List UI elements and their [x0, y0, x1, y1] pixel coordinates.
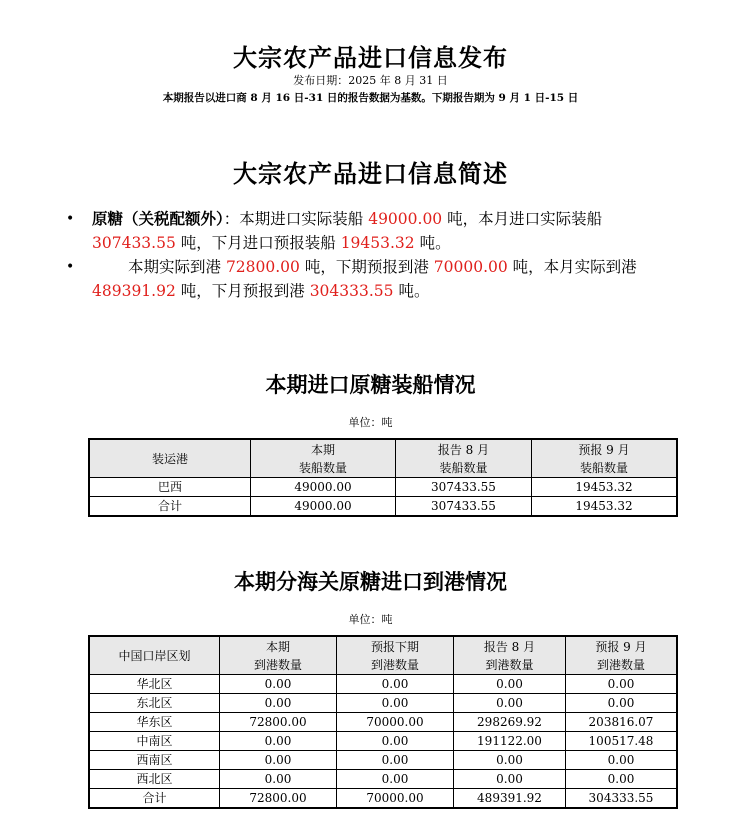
- table-row: [90, 675, 677, 694]
- summary-item-shipment: [66, 207, 706, 255]
- table-cell: 307433.55: [396, 478, 532, 497]
- header-cell: 中国口岸区划: [90, 637, 220, 675]
- summary-text: ：本期进口实际装船: [223, 210, 369, 228]
- table-cell: 307433.55: [396, 497, 532, 516]
- table-cell: 489391.92: [454, 789, 566, 808]
- table-cell: 0.00: [220, 732, 337, 751]
- table-cell: 0.00: [566, 675, 677, 694]
- table-row: [90, 751, 677, 770]
- bullet-icon: •: [66, 259, 75, 275]
- table-cell: 0.00: [220, 770, 337, 789]
- arrival-table: [89, 636, 677, 808]
- summary-text: 吨。: [393, 282, 430, 300]
- header-cell: 本期 到港数量: [220, 637, 337, 675]
- shipment-section-title: 本期进口原糖装船情况: [265, 372, 476, 397]
- summary-text: 吨，本月实际到港: [507, 258, 637, 276]
- summary-title: 大宗农产品进口信息简述: [233, 159, 508, 188]
- table-row: [90, 732, 677, 751]
- header-cell: 报告 8 月 到港数量: [454, 637, 566, 675]
- arrival-unit: 单位：吨: [348, 613, 393, 626]
- header-cell: 预报 9 月 装船数量: [532, 440, 677, 478]
- table-row: [90, 694, 677, 713]
- report-period-notice: 本期报告以进口商 8 月 16 日-31 日的报告数据为基数。下期报告期为 9 月 1 日-15 日: [162, 92, 579, 104]
- arrival-section-title: 本期分海关原糖进口到港情况: [234, 569, 507, 594]
- table-cell: 298269.92: [454, 713, 566, 732]
- table-cell: 191122.00: [454, 732, 566, 751]
- table-row: [90, 770, 677, 789]
- table-cell: 0.00: [337, 694, 454, 713]
- table-cell: 巴西: [90, 478, 251, 497]
- table-row: [90, 478, 677, 497]
- table-cell: 49000.00: [251, 478, 396, 497]
- table-cell: 72800.00: [220, 713, 337, 732]
- header-cell: 报告 8 月 装船数量: [396, 440, 532, 478]
- table-cell: 0.00: [220, 751, 337, 770]
- commodity-label: 原糖（关税配额外）: [92, 209, 224, 228]
- table-cell: 203816.07: [566, 713, 677, 732]
- table-cell: 0.00: [454, 675, 566, 694]
- table-cell: 72800.00: [220, 789, 337, 808]
- table-cell: 合计: [90, 789, 220, 808]
- table-cell: 0.00: [220, 675, 337, 694]
- table-cell: 东北区: [90, 694, 220, 713]
- summary-text: 吨。: [414, 234, 451, 252]
- summary-text: 吨，下月预报到港: [175, 282, 310, 300]
- shipment-unit: 单位：吨: [348, 416, 393, 429]
- summary-text: 吨，下期预报到港: [299, 258, 434, 276]
- table-cell: 0.00: [337, 675, 454, 694]
- table-cell: 中南区: [90, 732, 220, 751]
- summary-text: 吨，本月进口实际装船: [442, 210, 603, 228]
- table-row: [90, 497, 677, 516]
- table-header-row: [90, 637, 677, 675]
- header-cell: 装运港: [90, 440, 251, 478]
- table-header-row: [90, 440, 677, 478]
- table-cell: 49000.00: [251, 497, 396, 516]
- table-cell: 0.00: [566, 694, 677, 713]
- table-cell: 100517.48: [566, 732, 677, 751]
- header-cell: 预报下期 到港数量: [337, 637, 454, 675]
- table-cell: 0.00: [454, 694, 566, 713]
- month-arrival-value: 489391.92: [92, 282, 176, 300]
- table-cell: 0.00: [337, 770, 454, 789]
- table-row: [90, 789, 677, 808]
- table-cell: 0.00: [337, 732, 454, 751]
- table-cell: 华北区: [90, 675, 220, 694]
- next-month-shipment-value: 19453.32: [340, 234, 415, 252]
- table-cell: 华东区: [90, 713, 220, 732]
- table-cell: 304333.55: [566, 789, 677, 808]
- table-cell: 0.00: [454, 751, 566, 770]
- table-cell: 19453.32: [532, 478, 677, 497]
- table-cell: 西北区: [90, 770, 220, 789]
- table-cell: 0.00: [220, 694, 337, 713]
- summary-text: 吨，下月进口预报装船: [175, 234, 341, 252]
- table-cell: 西南区: [90, 751, 220, 770]
- summary-list: [66, 207, 706, 303]
- next-month-arrival-value: 304333.55: [309, 282, 394, 300]
- current-shipment-value: 49000.00: [368, 210, 443, 228]
- bullet-icon: •: [66, 211, 75, 227]
- shipment-table: [89, 439, 677, 516]
- month-shipment-value: 307433.55: [92, 234, 176, 252]
- summary-item-arrival: [66, 255, 706, 303]
- table-cell: 0.00: [566, 751, 677, 770]
- table-cell: 合计: [90, 497, 251, 516]
- table-cell: 0.00: [454, 770, 566, 789]
- summary-text: 本期实际到港: [128, 258, 226, 276]
- table-cell: 70000.00: [337, 789, 454, 808]
- table-cell: 0.00: [337, 751, 454, 770]
- publish-date: 发布日期：2025 年 8 月 31 日: [293, 74, 448, 87]
- report-title: 大宗农产品进口信息发布: [233, 43, 508, 72]
- table-cell: 70000.00: [337, 713, 454, 732]
- next-period-arrival-value: 70000.00: [433, 258, 508, 276]
- header-cell: 本期 装船数量: [251, 440, 396, 478]
- header-cell: 预报 9 月 到港数量: [566, 637, 677, 675]
- table-row: [90, 713, 677, 732]
- table-cell: 19453.32: [532, 497, 677, 516]
- current-arrival-value: 72800.00: [225, 258, 300, 276]
- table-cell: 0.00: [566, 770, 677, 789]
